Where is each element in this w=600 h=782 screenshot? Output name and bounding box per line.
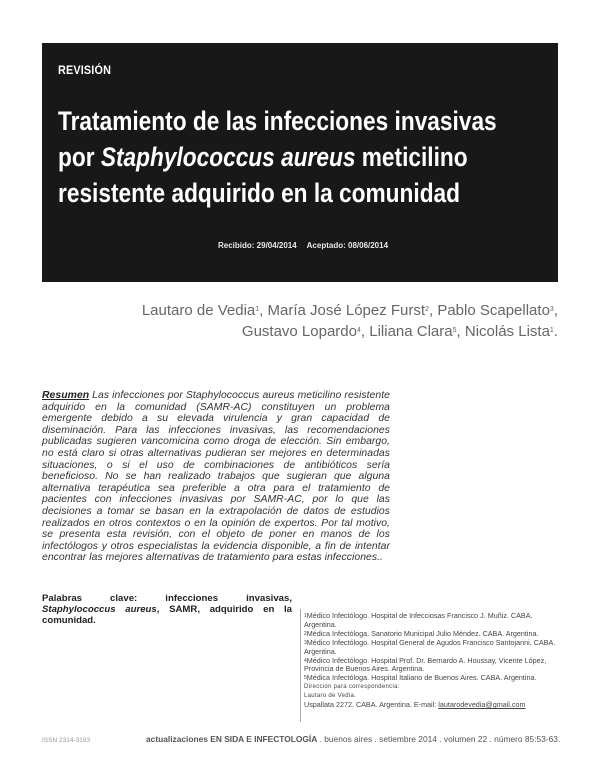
correspondence-name: Lautaro de Vedia. <box>304 693 357 700</box>
title-line-2: por Staphylococcus aureus meticilino <box>58 142 468 172</box>
article-dates <box>218 241 396 250</box>
accepted-date: Aceptado: 08/06/2014 <box>306 241 389 250</box>
title-line-1: Tratamiento de las infecciones invasivas <box>58 106 497 136</box>
author: Gustavo Lopardo <box>241 323 357 340</box>
abstract-text: Las infecciones por Staphylococcus aureus meticilino resistente adquirido en la comunidad (SAMR-AC) constituyen un problema emergente debido a su elevada virulencia y gran capacidad de diseminación. Para las infecciones invasivas, las recomendaciones publicadas sugieren vancomicina como droga de elección. Sin embargo, no está claro si otras alternativas pudieran ser mejores en determinadas situaciones, o si el uso de combinaciones de antibióticos sería beneficioso. No se han realizado trabajos que sugieran que alguna alternativa terapéutica sea preferible a otra para el tratamiento de pacientes con infecciones invasivas por SAMR-AC, por lo que las decisiones a tomar se basan en la extrapolación de datos de estudios realizados en otros contextos o en la opinión de expertos. Por tal motivo, se presenta esta revisión, con el objeto de poner en manos de los infectólogos y otros especialistas la evidencia disponible, a fin de intentar encontrar las mejores alternativas de tratamiento para estas infecciones.. <box>42 390 390 564</box>
affiliation-item: $^4$Médico Infectólogo. Hospital Prof. Dr. Bernardo A. Houssay, Vicente López, Provincia de Buenos Aires. Argentina. <box>304 655 547 674</box>
author: Lautaro de Vedia <box>141 302 256 319</box>
affiliation-item: $^2$Médica Infectóloga. Sanatorio Municipal Julio Méndez. CABA. Argentina. <box>304 628 539 638</box>
issn: ISSN 2314-3193 <box>42 737 91 744</box>
title-line-3: resistente adquirido en la comunidad <box>58 178 461 208</box>
article-header <box>42 43 558 282</box>
abstract <box>42 390 390 564</box>
affiliation-item: $^1$Médico Infectólogo. Hospital de Infecciosas Francisco J. Muñiz. CABA. Argentina. <box>304 611 533 629</box>
journal-footer <box>146 734 560 744</box>
correspondence-address: Uspallata 2272. CABA. Argentina. E-mail: lautarodevedia@gmail.com <box>304 700 526 710</box>
affiliations <box>304 612 564 710</box>
author: Nicolás Lista <box>464 323 550 340</box>
affiliation-item: $^3$Médico Infectólogo. Hospital General de Agudos Francisco Santojanni. CABA. Argentina. <box>304 637 556 656</box>
abstract-label: Resumen <box>42 390 90 401</box>
author: María José López Furst <box>267 302 426 319</box>
email-link[interactable]: lautarodevedia@gmail.com <box>438 700 526 710</box>
article-title <box>58 103 497 211</box>
author-line-2: Gustavo Lopardo$^4$, Liliana Clara$^5$, Nicolás Lista$^1$. <box>241 323 558 340</box>
title-species: Staphylococcus aureus <box>100 142 356 172</box>
keywords: Palabras clave: infecciones invasivas, Staphylococcus aureus, SAMR, adquirido en la comunidad. <box>42 593 292 626</box>
author: Pablo Scapellato <box>437 302 550 319</box>
received-date: Recibido: 29/04/2014 <box>218 241 297 250</box>
affiliation-divider <box>300 609 301 722</box>
correspondence-label: Dirección para correspondencia: <box>304 684 400 691</box>
author-line-1: Lautaro de Vedia$^1$, María José López Furst$^2$, Pablo Scapellato$^3$, <box>141 302 558 319</box>
author-list <box>98 300 558 342</box>
journal-name: actualizaciones EN SIDA E INFECTOLOGÍA <box>146 734 318 744</box>
journal-details: . buenos aires . setiembre 2014 . volumen 22 . número 85:53-63. <box>317 734 561 744</box>
section-label: REVISIÓN <box>58 63 112 77</box>
author: Liliana Clara <box>369 323 453 340</box>
affiliation-item: $^5$Médica Infectóloga. Hospital Italiano de Buenos Aires. CABA. Argentina. <box>304 673 537 683</box>
